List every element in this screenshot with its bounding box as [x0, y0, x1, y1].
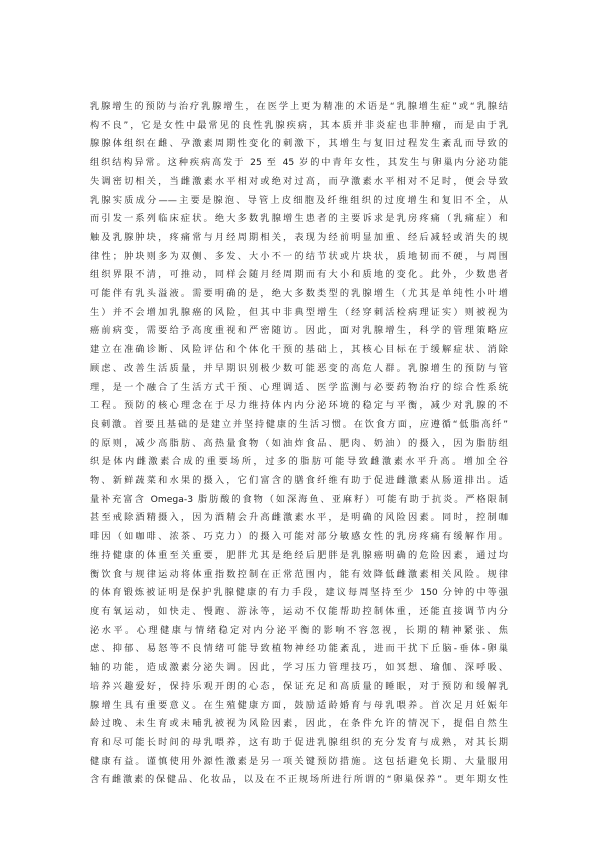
text-line: 的原则，减少高脂肪、高热量食物（如油炸食品、肥肉、奶油）的摄入，因为脂肪组 [90, 437, 508, 449]
text-line: 构不良”，它是女性中最常见的良性乳腺疾病，其本质并非炎症也非肿瘤，而是由于乳 [90, 119, 508, 131]
text-line: 理，是一个融合了生活方式干预、心理调适、医学监测与必要药物治疗的综合性系统 [90, 381, 508, 393]
text-line: 衡饮食与规律运动将体重指数控制在正常范围内，能有效降低雌激素相关风险。规律 [90, 568, 508, 580]
text-line: 而引发一系列临床症状。绝大多数乳腺增生患者的主要诉求是乳房疼痛（乳痛症）和 [90, 213, 508, 225]
text-line: 健康有益。谨慎使用外源性激素是另一项关键预防措施。这包括避免长期、大量服用 [90, 755, 508, 767]
text-line: 腺增生具有重要意义。在生殖健康方面，鼓励适龄婚育与母乳喂养。首次足月妊娠年 [90, 699, 508, 711]
text-line: 度有氧运动，如快走、慢跑、游泳等，运动不仅能帮助控制体重，还能直接调节内分 [90, 605, 508, 617]
text-line: 触及乳腺肿块，疼痛常与月经周期相关，表现为经前明显加重、经后减轻或消失的规 [90, 231, 508, 243]
text-line: 的体育锻炼被证明是保护乳腺健康的有力手段，建议每周坚持至少 150 分钟的中等强 [90, 587, 508, 599]
text-line: 失调密切相关，当雌激素水平相对或绝对过高，而孕激素水平相对不足时，便会导致 [90, 175, 508, 187]
text-line: 腺腺体组织在雌、孕激素周期性变化的刺激下，其增生与复旧过程发生紊乱而导致的 [90, 138, 508, 150]
text-line: 维持健康的体重至关重要，肥胖尤其是绝经后肥胖是乳腺癌明确的危险因素，通过均 [90, 549, 508, 561]
text-line: 培养兴趣爱好，保持乐观开朗的心态，保证充足和高质量的睡眠，对于预防和缓解乳 [90, 680, 508, 692]
text-line: 顾虑、改善生活质量，并早期识别极少数可能恶变的高危人群。乳腺增生的预防与管 [90, 362, 508, 374]
text-line: 组织结构异常。这种疾病高发于 25 至 45 岁的中青年女性，其发生与卵巢内分泌功能 [90, 157, 508, 169]
text-line: 量补充富含 Omega-3 脂肪酸的食物（如深海鱼、亚麻籽）可能有助于抗炎。严格限制 [90, 493, 508, 505]
text-line: 啡因（如咖啡、浓茶、巧克力）的摄入可能对部分敏感女性的乳房疼痛有缓解作用。 [90, 531, 508, 543]
text-line: 物、新鲜蔬菜和水果的摄入，它们富含的膳食纤维有助于促进雌激素从肠道排出。适 [90, 475, 508, 487]
text-line: 育和尽可能长时间的母乳喂养，这有助于促进乳腺组织的充分发育与成熟，对其长期 [90, 736, 508, 748]
text-line: 组织界限不清，可推动，同样会随月经周期而有大小和质地的变化。此外，少数患者 [90, 269, 508, 281]
body-paragraph [90, 98, 508, 790]
text-line: 乳腺实质成分——主要是腺泡、导管上皮细胞及纤维组织的过度增生和复旧不全，从 [90, 194, 508, 206]
text-line: 可能伴有乳头溢液。需要明确的是，绝大多数类型的乳腺增生（尤其是单纯性小叶增 [90, 288, 508, 300]
text-line: 律性；肿块则多为双侧、多发、大小不一的结节状或片块状，质地韧而不硬，与周围 [90, 250, 508, 262]
text-line: 泌水平。心理健康与情绪稳定对内分泌平衡的影响不容忽视，长期的精神紧张、焦 [90, 624, 508, 636]
text-line: 建立在准确诊断、风险评估和个体化干预的基础上，其核心目标在于缓解症状、消除 [90, 344, 508, 356]
text-line: 虑、抑郁、易怒等不良情绪可能导致植物神经功能紊乱，进而干扰下丘脑-垂体-卵巢 [90, 643, 508, 655]
text-line: 甚至戒除酒精摄入，因为酒精会升高雌激素水平，是明确的风险因素。同时，控制咖 [90, 512, 508, 524]
text-line: 织是体内雌激素合成的重要场所，过多的脂肪可能导致雌激素水平升高。增加全谷 [90, 456, 508, 468]
text-line: 龄过晚、未生育或未哺乳被视为风险因素，因此，在条件允许的情况下，提倡自然生 [90, 718, 508, 730]
text-line: 癌前病变，需要给予高度重视和严密随访。因此，面对乳腺增生，科学的管理策略应 [90, 325, 508, 337]
text-line: 含有雌激素的保健品、化妆品，以及在不正规场所进行所谓的“卵巢保养”。更年期女性 [90, 774, 508, 786]
text-line: 工程。预防的核心理念在于尽力维持体内内分泌环境的稳定与平衡，减少对乳腺的不 [90, 400, 508, 412]
text-line: 良刺激。首要且基础的是建立并坚持健康的生活习惯。在饮食方面，应遵循“低脂高纤” [90, 418, 508, 430]
text-line: 生）并不会增加乳腺癌的风险，但其中非典型增生（经穿刺活检病理证实）则被视为 [90, 306, 508, 318]
text-line: 乳腺增生的预防与治疗乳腺增生，在医学上更为精准的术语是“乳腺增生症”或“乳腺结 [90, 101, 508, 112]
text-line: 轴的功能，造成激素分泌失调。因此，学习压力管理技巧，如冥想、瑜伽、深呼吸、 [90, 662, 508, 674]
